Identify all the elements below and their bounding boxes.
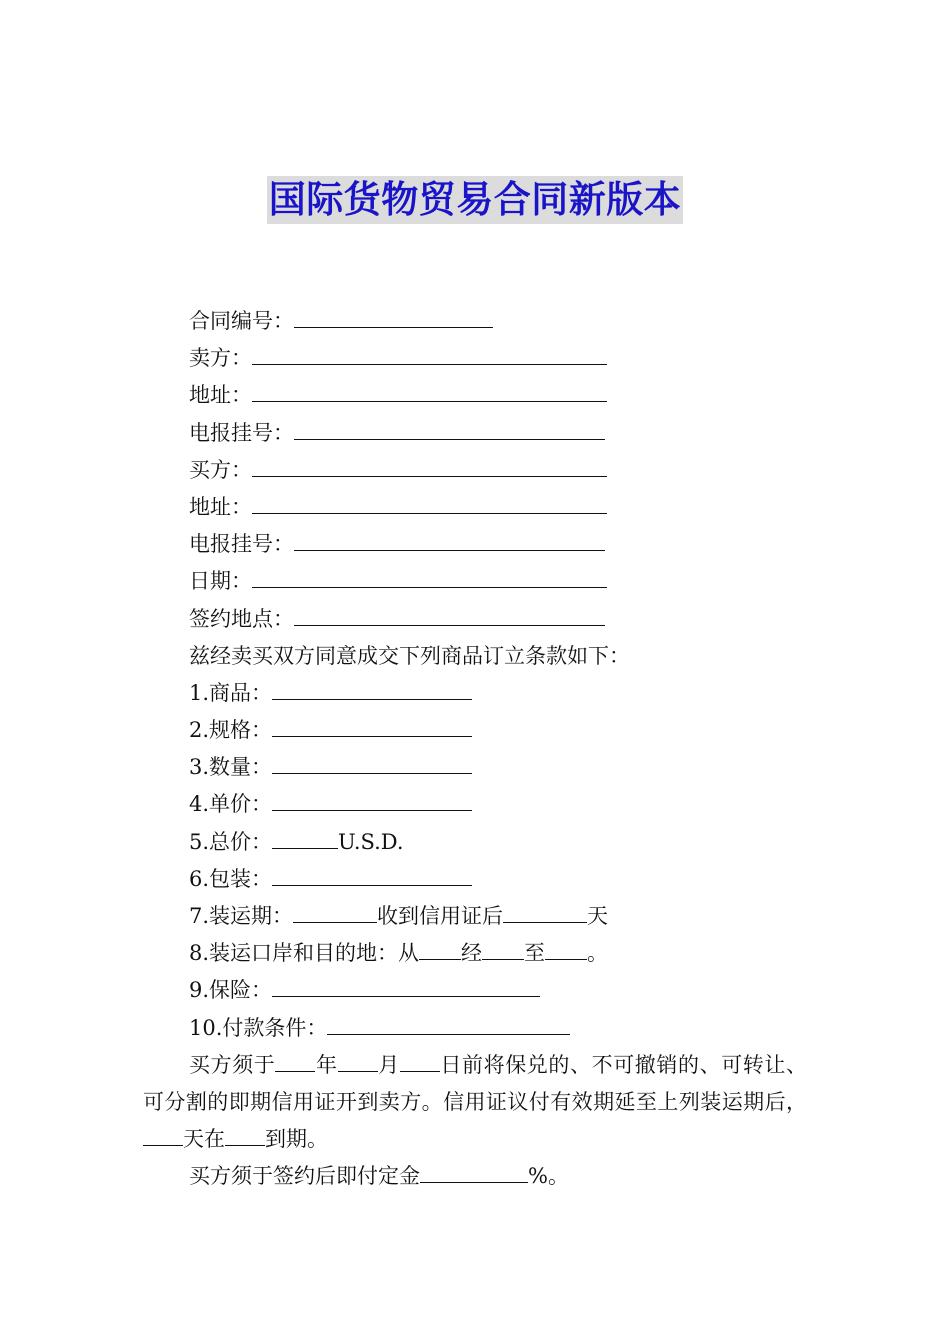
field-label: 日期： bbox=[189, 569, 252, 594]
item-label: 9.保险： bbox=[189, 978, 273, 1003]
deposit-paragraph bbox=[143, 1158, 807, 1195]
para-text: 日前将保兑的、不可撤销的、可转 bbox=[439, 1052, 765, 1077]
item-payment-terms bbox=[143, 1010, 807, 1047]
blank-line bbox=[503, 906, 587, 923]
field-signing-place bbox=[143, 601, 807, 638]
field-label: 电报挂号： bbox=[189, 420, 294, 445]
blank-line bbox=[327, 1018, 570, 1035]
blank-line bbox=[338, 1055, 378, 1072]
blank-line bbox=[400, 1055, 440, 1072]
field-seller-cable bbox=[143, 415, 807, 452]
blank-line bbox=[294, 423, 605, 440]
shipment-mid-text: 收到信用证后 bbox=[377, 904, 504, 928]
item-total-price bbox=[143, 824, 807, 861]
para-text: 月 bbox=[377, 1052, 400, 1077]
item-quantity bbox=[143, 749, 807, 786]
blank-line bbox=[252, 460, 607, 477]
item-insurance bbox=[143, 972, 807, 1009]
blank-line bbox=[272, 980, 540, 997]
letter-of-credit-paragraph bbox=[143, 1047, 807, 1159]
para-text: 运期后， bbox=[721, 1089, 808, 1114]
field-label: 卖方： bbox=[189, 346, 252, 371]
field-buyer-cable bbox=[143, 526, 807, 563]
item-label: 10.付款条件： bbox=[189, 1015, 328, 1040]
blank-line bbox=[294, 609, 605, 626]
para-text: 年 bbox=[315, 1052, 338, 1077]
item-label: 1.商品： bbox=[189, 680, 273, 705]
field-label: 签约地点： bbox=[189, 606, 294, 631]
item-label: 6.包装： bbox=[189, 866, 273, 891]
blank-line bbox=[252, 348, 607, 365]
contract-body bbox=[143, 303, 807, 1196]
item-unit-price bbox=[143, 786, 807, 823]
item-label: 7.装运期： bbox=[189, 904, 294, 928]
field-date bbox=[143, 563, 807, 600]
blank-line bbox=[272, 869, 472, 886]
field-buyer bbox=[143, 452, 807, 489]
blank-line bbox=[272, 683, 472, 700]
blank-line bbox=[275, 1055, 315, 1072]
para-text: 让、可分割的即期信用证开到卖方。信用证议付有效期延至上列装 bbox=[143, 1052, 808, 1114]
port-via-text: 经 bbox=[461, 941, 483, 966]
title-container bbox=[0, 176, 950, 224]
blank-line bbox=[252, 497, 607, 514]
port-to-text: 至 bbox=[524, 941, 546, 966]
item-packing bbox=[143, 861, 807, 898]
blank-line bbox=[419, 943, 461, 960]
field-label: 买方： bbox=[189, 457, 252, 482]
blank-line bbox=[252, 385, 607, 402]
item-specification bbox=[143, 712, 807, 749]
field-label: 电报挂号： bbox=[189, 532, 294, 557]
intro-text: 兹经卖买双方同意成交下列商品订立条款如下： bbox=[189, 643, 630, 668]
field-buyer-address bbox=[143, 489, 807, 526]
blank-line bbox=[272, 720, 472, 737]
field-seller bbox=[143, 340, 807, 377]
item-label: 3.数量： bbox=[189, 755, 273, 780]
blank-line bbox=[225, 1129, 265, 1146]
para-text: 买方须于 bbox=[189, 1052, 276, 1077]
blank-line bbox=[252, 571, 607, 588]
blank-line bbox=[420, 1166, 528, 1183]
para-text: 买方须于签约后即付定金 bbox=[189, 1164, 420, 1189]
port-end-text: 。 bbox=[587, 941, 609, 966]
blank-line bbox=[272, 757, 472, 774]
document-title: 国际货物贸易合同新版本 bbox=[267, 176, 684, 224]
field-label: 合同编号： bbox=[189, 309, 294, 333]
blank-line bbox=[272, 794, 472, 811]
para-text: 到期。 bbox=[265, 1127, 328, 1152]
item-shipment bbox=[143, 898, 807, 935]
blank-line bbox=[272, 832, 338, 849]
blank-line bbox=[293, 906, 377, 923]
item-label: 8.装运口岸和目的地：从 bbox=[189, 941, 420, 966]
para-text: 天在 bbox=[183, 1127, 225, 1152]
currency-unit: U.S.D. bbox=[338, 829, 404, 854]
item-commodity bbox=[143, 675, 807, 712]
field-contract-no bbox=[143, 303, 807, 340]
item-ports bbox=[143, 935, 807, 972]
field-label: 地址： bbox=[189, 383, 252, 408]
blank-line bbox=[143, 1129, 183, 1146]
item-label: 2.规格： bbox=[189, 718, 273, 743]
item-label: 5.总价： bbox=[189, 829, 273, 854]
blank-line bbox=[294, 534, 605, 551]
blank-line bbox=[482, 943, 524, 960]
para-text: %。 bbox=[528, 1164, 569, 1189]
shipment-end-text: 天 bbox=[587, 904, 609, 928]
field-label: 地址： bbox=[189, 494, 252, 519]
blank-line bbox=[294, 311, 493, 328]
field-seller-address bbox=[143, 377, 807, 414]
blank-line bbox=[545, 943, 587, 960]
item-label: 4.单价： bbox=[189, 792, 273, 817]
